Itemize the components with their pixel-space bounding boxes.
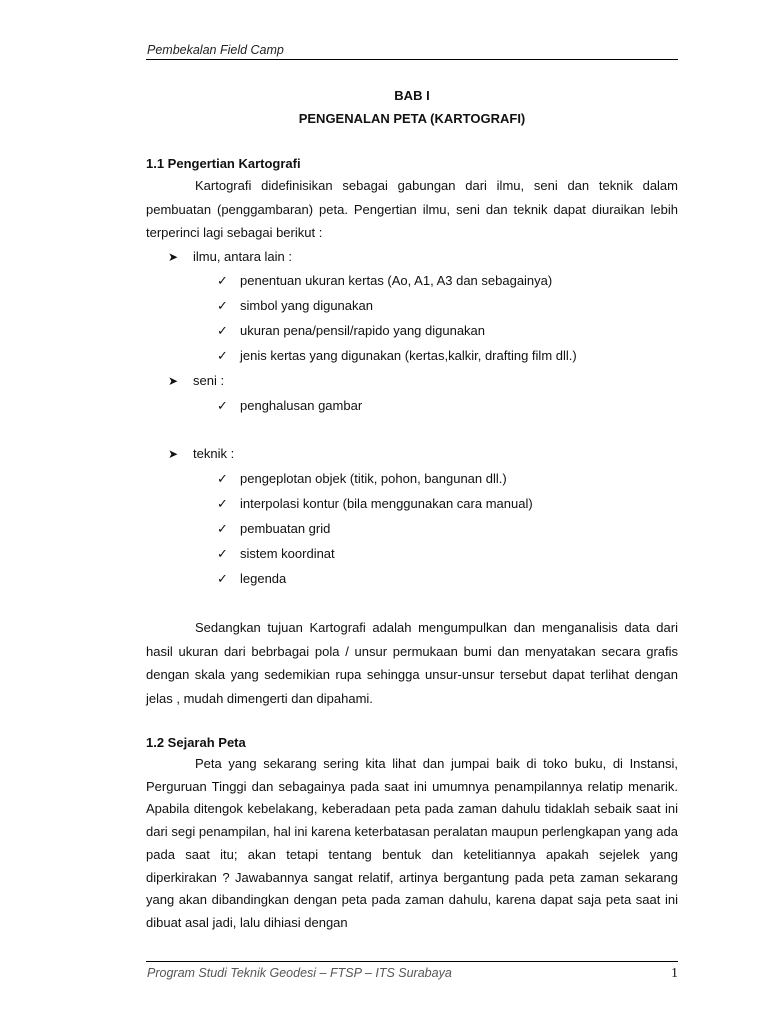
arrow-bullet-icon: ➤ <box>168 250 179 264</box>
checkmark-icon: ✓ <box>217 348 228 363</box>
list-item: pembuatan grid <box>240 521 331 536</box>
list-item: pengeplotan objek (titik, pohon, bangunan dll.) <box>240 471 507 486</box>
checkmark-icon: ✓ <box>217 398 228 413</box>
list-item: penentuan ukuran kertas (Ao, A1, A3 dan sebagainya) <box>240 273 553 288</box>
checkmark-icon: ✓ <box>217 571 228 586</box>
checkmark-icon: ✓ <box>217 273 228 288</box>
section-1-heading: 1.1 Pengertian Kartografi <box>146 156 301 171</box>
checkmark-icon: ✓ <box>217 496 228 511</box>
section-1-intro: Kartografi didefinisikan sebagai gabungan dari ilmu, seni dan teknik dalam pembuatan (penggambaran) peta. Pengertian ilmu, seni dan teknik dapat diuraikan lebih terperinci lagi sebagai berikut : <box>146 178 678 240</box>
list-item: penghalusan gambar <box>240 398 363 413</box>
list-group-label: teknik : <box>193 446 235 461</box>
arrow-bullet-icon: ➤ <box>168 374 179 388</box>
list-group-label: seni : <box>193 373 225 388</box>
running-footer: Program Studi Teknik Geodesi – FTSP – ITS Surabaya <box>147 966 452 980</box>
arrow-bullet-icon: ➤ <box>168 447 179 461</box>
list-group-label: ilmu, antara lain : <box>193 249 292 264</box>
footer-rule <box>146 961 678 962</box>
checkmark-icon: ✓ <box>217 323 228 338</box>
checkmark-icon: ✓ <box>217 298 228 313</box>
list-item: jenis kertas yang digunakan (kertas,kalkir, drafting film dll.) <box>240 348 577 363</box>
section-2-heading: 1.2 Sejarah Peta <box>146 735 246 750</box>
section-2-body: Peta yang sekarang sering kita lihat dan jumpai baik di toko buku, di Instansi, Perguruan Tinggi dan sebagainya pada saat ini umumnya penampilannya relatip menarik. Apabila ditengok kebelakang, keberadaan peta pada zaman dahulu tidaklah sebaik saat ini dari segi penampilan, hal ini karena keterbatasan peralatan maupun perlengkapan yang ada pada saat itu; akan tetapi tentang bentuk dan ketelitiannya apakah sejelek yang diperkirakan ? Jawabannya sangat relatif, artinya bergantung pada peta zaman sekarang yang akan dibandingkan dengan peta pada zaman dahulu, karena dapat saja peta saat ini dibuat asal jadi, lalu dihiasi dengan <box>146 756 678 930</box>
chapter-title: PENGENALAN PETA (KARTOGRAFI) <box>298 111 526 126</box>
list-item: legenda <box>240 571 287 586</box>
page-number: 1 <box>671 966 678 981</box>
chapter-label: BAB I <box>394 88 430 103</box>
section-1-closing: Sedangkan tujuan Kartografi adalah mengumpulkan dan menganalisis data dari hasil ukuran dari bebrbagai pola / unsur permukaan bumi dan menyatakan secara grafis dengan skala yang sedemikian rupa sehingga unsur-unsur tersebut dapat terlihat dengan jelas , mudah dimengerti dan dipahami. <box>146 620 678 706</box>
list-item: simbol yang digunakan <box>240 298 373 313</box>
list-item: ukuran pena/pensil/rapido yang digunakan <box>240 323 486 338</box>
list-item: interpolasi kontur (bila menggunakan cara manual) <box>240 496 533 511</box>
checkmark-icon: ✓ <box>217 471 228 486</box>
checkmark-icon: ✓ <box>217 546 228 561</box>
checkmark-icon: ✓ <box>217 521 228 536</box>
header-rule <box>146 59 678 60</box>
list-item: sistem koordinat <box>240 546 335 561</box>
running-header: Pembekalan Field Camp <box>147 43 284 57</box>
